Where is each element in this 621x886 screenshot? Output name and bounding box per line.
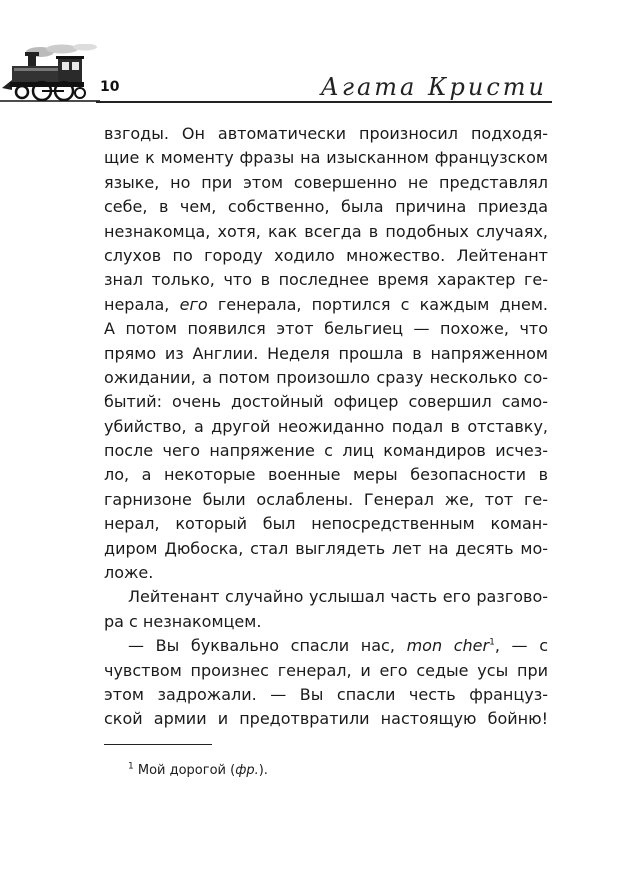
footnote-ref: 1 bbox=[489, 637, 495, 648]
italic-phrase: mon cher bbox=[406, 636, 490, 656]
text-fragment: , — с bbox=[494, 636, 548, 656]
text-line: незнакомца, хотя, как всегда в подобных случаях, bbox=[104, 221, 548, 241]
footnote-abbr: фр. bbox=[235, 763, 259, 778]
text-line bbox=[104, 634, 548, 658]
text-line: бытий: очень достойный офицер совершил само- bbox=[104, 392, 548, 412]
text-line: знал только, что в последнее время характер ге- bbox=[104, 270, 548, 290]
text-line: ло, а некоторые военные меры безопасности в bbox=[104, 465, 548, 485]
text-line: после чего напряжение с лиц командиров исчез- bbox=[104, 441, 548, 461]
text-fragment: — Вы буквально спасли нас, bbox=[128, 636, 395, 656]
text-line: слухов по городу ходило множество. Лейтенант bbox=[104, 245, 548, 265]
footnote-text: Мой дорогой ( bbox=[133, 763, 236, 778]
body-text bbox=[104, 122, 548, 732]
footnote-rule bbox=[104, 744, 212, 745]
running-head-author: Агата Кристи bbox=[320, 73, 547, 101]
text-line: Лейтенант случайно услышал часть его разгово- bbox=[128, 587, 548, 607]
text-line bbox=[104, 293, 548, 317]
text-line: убийство, а другой неожиданно подал в отставку, bbox=[104, 416, 548, 436]
header-rule bbox=[96, 101, 552, 103]
text-fragment: генерала, портился с каждым днем. bbox=[217, 294, 548, 314]
text-line: гарнизоне были ослаблены. Генерал же, тот ге- bbox=[104, 489, 548, 509]
text-line: нерал, который был непосредственным коман- bbox=[104, 514, 548, 534]
running-header bbox=[0, 30, 621, 120]
text-line: чувством произнес генерал, и его седые усы при bbox=[104, 660, 548, 680]
page-number: 10 bbox=[100, 79, 120, 95]
locomotive-icon bbox=[0, 44, 100, 104]
italic-word: его bbox=[179, 294, 208, 314]
text-line: ской армии и предотвратили настоящую бойню! bbox=[104, 709, 548, 729]
text-line: А потом появился этот бельгиец — похоже, что bbox=[104, 319, 548, 339]
text-line: ожидании, а потом произошло сразу несколько со- bbox=[104, 367, 548, 387]
text-line: щие к моменту фразы на изысканном французском bbox=[104, 148, 548, 168]
text-fragment: нерала, bbox=[104, 294, 170, 314]
text-line: ложе. bbox=[104, 563, 154, 583]
text-line: языке, но при этом совершенно не представлял bbox=[104, 172, 548, 192]
footnote bbox=[128, 763, 268, 778]
text-line: себе, в чем, собственно, была причина приезда bbox=[104, 197, 548, 217]
text-line: этом задрожали. — Вы спасли честь француз- bbox=[104, 684, 548, 704]
text-line: диром Дюбоска, стал выглядеть лет на десять мо- bbox=[104, 538, 548, 558]
text-line: прямо из Англии. Неделя прошла в напряженном bbox=[104, 343, 548, 363]
text-line: взгоды. Он автоматически произносил подходя- bbox=[104, 124, 548, 143]
text-line: ра с незнакомцем. bbox=[104, 611, 262, 631]
footnote-close: ). bbox=[258, 763, 268, 778]
footnote-marker: 1 bbox=[128, 761, 134, 772]
